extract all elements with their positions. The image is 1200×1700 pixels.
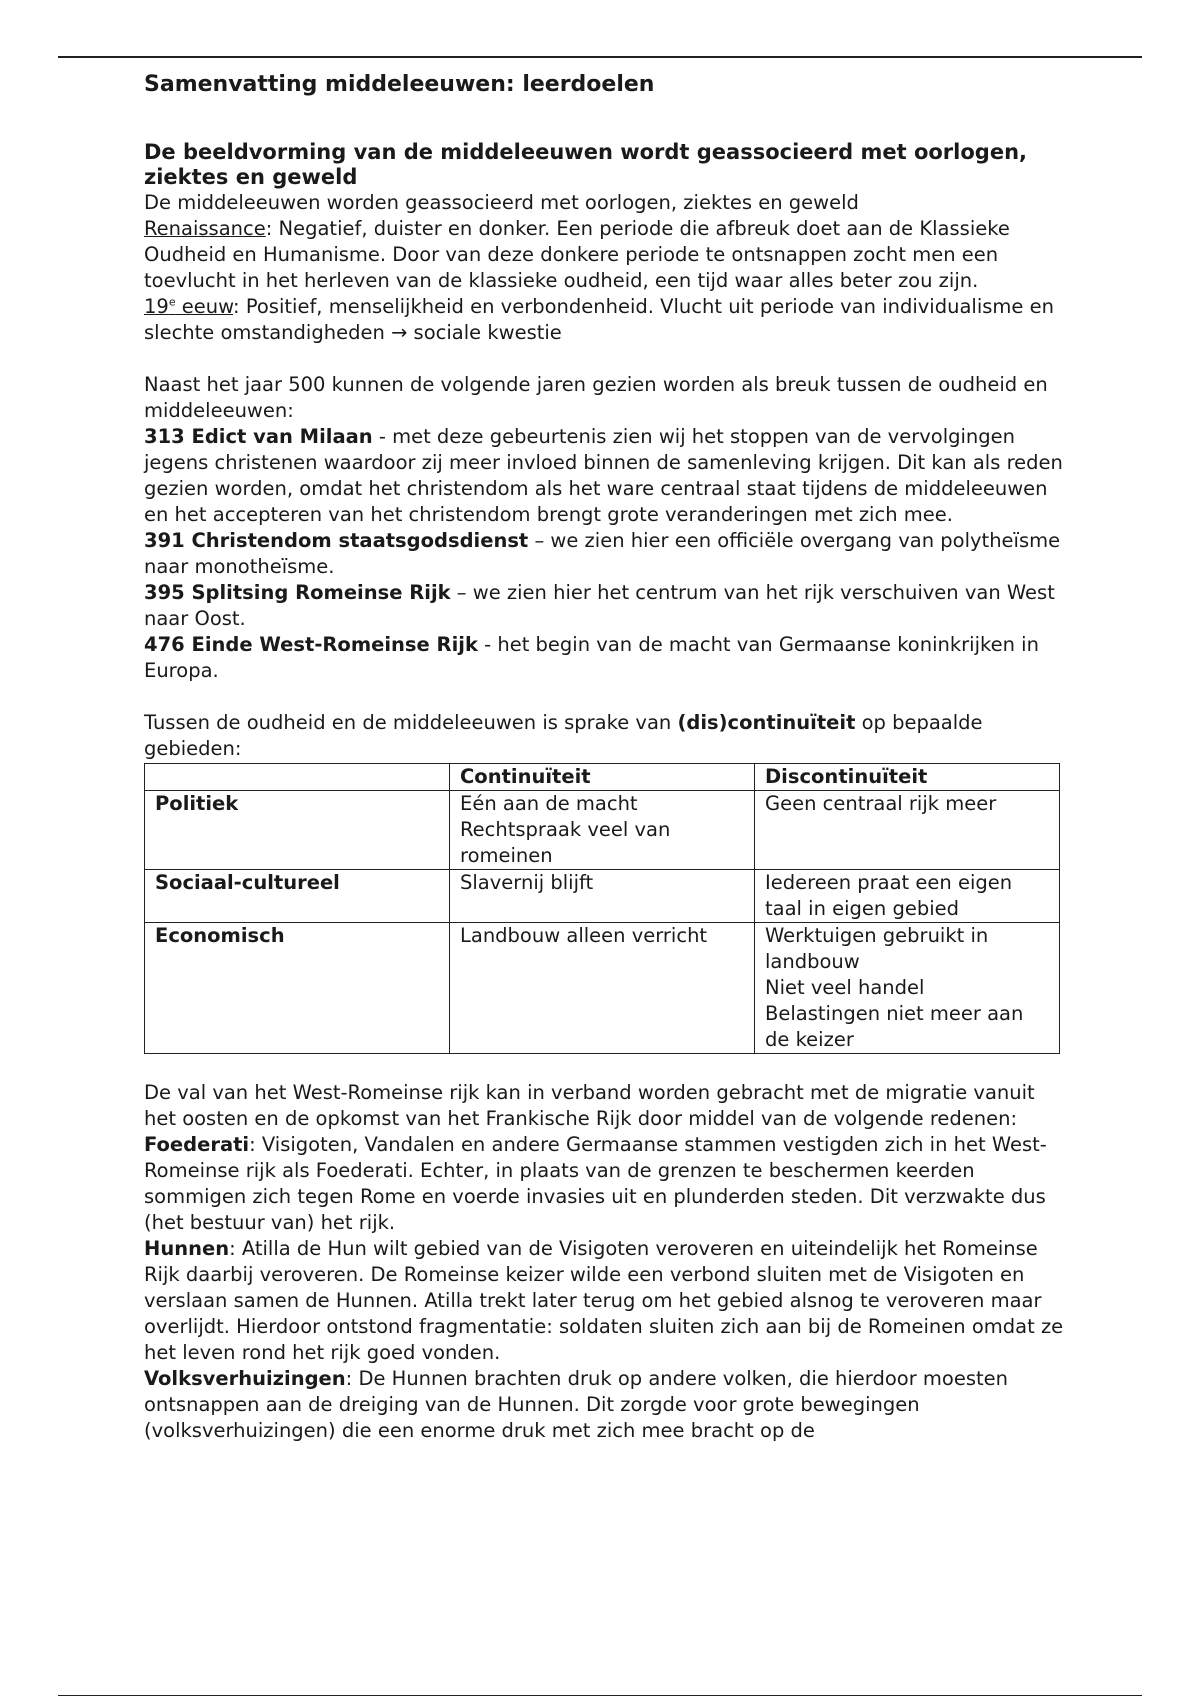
break-item: 391 Christendom staatsgodsdienst – we zien hier een officiële overgang van polytheïsme naar monotheïsme. <box>144 529 1061 578</box>
break-item: 395 Splitsing Romeinse Rijk – we zien hier het centrum van het rijk verschuiven van West naar Oost. <box>144 581 1055 630</box>
bottom-rule <box>58 1695 1142 1696</box>
paragraph-breaks-intro: Naast het jaar 500 kunnen de volgende jaren gezien worden als breuk tussen de oudheid en middeleeuwen: <box>144 373 1048 422</box>
table-header-cell: Discontinuïteit <box>755 764 1060 791</box>
continuity-cell: Eén aan de macht Rechtspraak veel van romeinen <box>450 791 755 870</box>
document-body <box>144 70 1064 1444</box>
table-header-row <box>145 764 1060 791</box>
table-row <box>145 791 1060 870</box>
renaissance-label: Renaissance <box>144 217 266 240</box>
table-row <box>145 870 1060 923</box>
discontinuity-cell: Werktuigen gebruikt in landbouw Niet veel handel Belastingen niet meer aan de keizer <box>755 923 1060 1054</box>
row-label: Politiek <box>145 791 450 870</box>
document-title: Samenvatting middeleeuwen: leerdoelen <box>144 72 655 97</box>
paragraph-19th-century <box>144 294 1064 346</box>
reason-item: Hunnen: Atilla de Hun wilt gebied van de Visigoten veroveren en uiteindelijk het Romeinse Rijk daarbij veroveren. De Romeinse keizer wilde een verbond sluiten met de Visigoten en verslaan samen de Hunnen. Atilla trekt later terug om het gebied alsnog te veroveren maar overlijdt. Hierdoor ontstond fragmentatie: soldaten sluiten zich aan bij de Romeinen omdat ze het leven rond het rijk goed vonden. <box>144 1237 1064 1364</box>
section-heading-beeldvorming: De beeldvorming van de middeleeuwen wordt geassocieerd met oorlogen, ziektes en geweld <box>144 140 1027 189</box>
discontinuity-cell: Iedereen praat een eigen taal in eigen gebied <box>755 870 1060 923</box>
table-header-cell <box>145 764 450 791</box>
top-rule <box>58 56 1142 58</box>
break-item: 476 Einde West-Romeinse Rijk - het begin van de macht van Germaanse koninkrijken in Europa. <box>144 633 1039 682</box>
century-text: : Positief, menselijkheid en verbondenheid. Vlucht uit periode van individualisme en slechte omstandigheden → sociale kwestie <box>144 295 1054 344</box>
renaissance-text: : Negatief, duister en donker. Een periode die afbreuk doet aan de Klassieke Oudheid en Humanisme. Door van deze donkere periode te ontsnappen zocht men een toevlucht in het herleven van de klassieke oudheid, een tijd waar alles beter zou zijn. <box>144 217 1010 292</box>
table-row <box>145 923 1060 1054</box>
table-header-cell: Continuïteit <box>450 764 755 791</box>
row-label: Economisch <box>145 923 450 1054</box>
row-label: Sociaal-cultureel <box>145 870 450 923</box>
reason-item: Foederati: Visigoten, Vandalen en andere Germaanse stammen vestigden zich in het West-Romeinse rijk als Foederati. Echter, in plaats van de grenzen te beschermen keerden sommigen zich tegen Rome en voerde invasies uit en plunderden steden. Dit verzwakte dus (het bestuur van) het rijk. <box>144 1133 1047 1234</box>
paragraph-fall-intro: De val van het West-Romeinse rijk kan in verband worden gebracht met de migratie vanuit het oosten en de opkomst van het Frankische Rijk door middel van de volgende redenen: <box>144 1081 1035 1130</box>
paragraph-intro: De middeleeuwen worden geassocieerd met oorlogen, ziektes en geweld <box>144 191 859 214</box>
continuity-table <box>144 763 1060 1054</box>
discontinuity-cell: Geen centraal rijk meer <box>755 791 1060 870</box>
paragraph-renaissance <box>144 216 1064 294</box>
continuity-cell: Landbouw alleen verricht <box>450 923 755 1054</box>
break-item: 313 Edict van Milaan - met deze gebeurtenis zien wij het stoppen van de vervolgingen jegens christenen waardoor zij meer invloed binnen de samenleving krijgen. Dit kan als reden gezien worden, omdat het christendom als het ware centraal staat tijdens de middeleeuwen en het accepteren van het christendom brengt grote veranderingen met zich mee. <box>144 425 1063 526</box>
continuity-cell: Slavernij blijft <box>450 870 755 923</box>
paragraph-continuity-intro: Tussen de oudheid en de middeleeuwen is sprake van (dis)continuïteit op bepaalde gebieden: <box>144 711 983 760</box>
reason-item: Volksverhuizingen: De Hunnen brachten druk op andere volken, die hierdoor moesten ontsnappen aan de dreiging van de Hunnen. Dit zorgde voor grote bewegingen (volksverhuizingen) die een enorme druk met zich mee bracht op de <box>144 1367 1009 1442</box>
century-label: 19e eeuw <box>144 295 234 318</box>
